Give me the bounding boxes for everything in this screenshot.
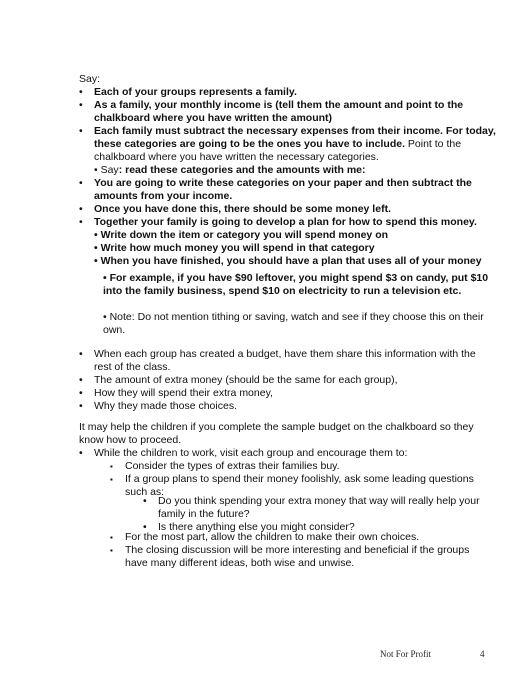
list-item bbox=[110, 544, 495, 570]
list-item bbox=[79, 216, 499, 229]
bullet-text-bold: Each family must subtract the necessary expenses from their income. For today, these categories are going to be the ones you have to include. bbox=[94, 125, 496, 150]
square-list-2 bbox=[110, 531, 495, 570]
bullet-text: Do you think spending your extra money that way will really help your family in the future? bbox=[158, 495, 480, 520]
bullet-icon: • bbox=[79, 400, 83, 412]
bullet-text: Once you have done this, there should be some money left. bbox=[94, 203, 391, 215]
bullet-text: The amount of extra money (should be the same for each group), bbox=[94, 374, 398, 386]
plan-sub-item: • Write how much money you will spend in that category bbox=[94, 242, 375, 254]
note-bullet: • Note: Do not mention tithing or saving, watch and see if they choose this on their own. bbox=[103, 311, 484, 336]
main-bullet-list bbox=[79, 86, 499, 268]
bullet-icon: • bbox=[79, 447, 83, 459]
page-number: 4 bbox=[480, 649, 485, 659]
sub-prefix: • Say bbox=[94, 164, 119, 176]
bullet-icon: • bbox=[79, 125, 83, 137]
help-paragraph: It may help the children if you complete the sample budget on the chalkboard so they know how to proceed. bbox=[79, 421, 474, 446]
bullet-icon: • bbox=[143, 521, 147, 533]
bullet-text: Each of your groups represents a family. bbox=[94, 86, 297, 98]
footer-text: Not For Profit bbox=[380, 649, 432, 659]
while-bullet bbox=[79, 447, 504, 460]
bullet-text: Why they made those choices. bbox=[94, 400, 237, 412]
share-bullet-list bbox=[79, 348, 479, 413]
bullet-text: For the most part, allow the children to make their own choices. bbox=[125, 531, 420, 543]
bullet-text: How they will spend their extra money, bbox=[94, 387, 273, 399]
bullet-icon: • bbox=[143, 495, 147, 507]
deep-list bbox=[143, 495, 498, 534]
list-item bbox=[79, 400, 479, 413]
bullet-icon: • bbox=[79, 203, 83, 215]
bullet-icon: • bbox=[79, 177, 83, 189]
bullet-text: If a group plans to spend their money foolishly, ask some leading questions such as: bbox=[125, 473, 474, 498]
list-item bbox=[79, 177, 499, 203]
list-item bbox=[79, 374, 479, 387]
bullet-text: You are going to write these categories on your paper and then subtract the amounts from your income. bbox=[94, 177, 472, 202]
list-item bbox=[79, 203, 499, 216]
square-list bbox=[110, 460, 495, 499]
bullet-icon: • bbox=[79, 216, 83, 228]
bullet-icon: • bbox=[79, 99, 83, 111]
list-item bbox=[110, 460, 495, 473]
bullet-icon: • bbox=[79, 86, 83, 98]
bullet-text: As a family, your monthly income is (tell them the amount and point to the chalkboard where you have written the amount) bbox=[94, 99, 464, 124]
square-bullet-icon: ▪ bbox=[110, 533, 113, 542]
plan-sub-item: • Write down the item or category you will spend money on bbox=[94, 229, 389, 241]
list-item bbox=[79, 164, 499, 177]
square-bullet-icon: ▪ bbox=[110, 475, 113, 484]
bullet-text: The closing discussion will be more interesting and beneficial if the groups have many different ideas, both wise and unwise. bbox=[125, 544, 470, 569]
list-item bbox=[79, 99, 499, 125]
square-bullet-icon: ▪ bbox=[110, 546, 113, 555]
list-item bbox=[79, 125, 499, 164]
bullet-text: Consider the types of extras their families buy. bbox=[125, 460, 340, 472]
say-label: Say: bbox=[79, 73, 101, 85]
bullet-text: When each group has created a budget, have them share this information with the rest of the class. bbox=[94, 348, 476, 373]
square-bullet-icon: ▪ bbox=[110, 462, 113, 471]
example-bullet: • For example, if you have $90 leftover, you might spend $3 on candy, put $10 into the family business, spend $10 on electricity to run a television etc. bbox=[103, 272, 489, 297]
bullet-text: While the children to work, visit each group and encourage them to: bbox=[94, 447, 408, 459]
bullet-icon: • bbox=[79, 387, 83, 399]
bullet-icon: • bbox=[79, 348, 83, 360]
list-item bbox=[79, 348, 479, 374]
list-item bbox=[79, 86, 499, 99]
list-item bbox=[143, 495, 498, 521]
list-item bbox=[79, 387, 479, 400]
list-item bbox=[110, 531, 495, 544]
bullet-text-normal: Point to the chalkboard where you have written the necessary categories. bbox=[94, 138, 462, 163]
bullet-text: Together your family is going to develop a plan for how to spend this money. bbox=[94, 216, 477, 228]
sub-bold: : read these categories and the amounts with me: bbox=[118, 164, 366, 176]
bullet-icon: • bbox=[79, 374, 83, 386]
plan-sub-item: • When you have finished, you should have a plan that uses all of your money bbox=[94, 255, 482, 267]
bullet-text: Is there anything else you might consider? bbox=[158, 521, 355, 533]
